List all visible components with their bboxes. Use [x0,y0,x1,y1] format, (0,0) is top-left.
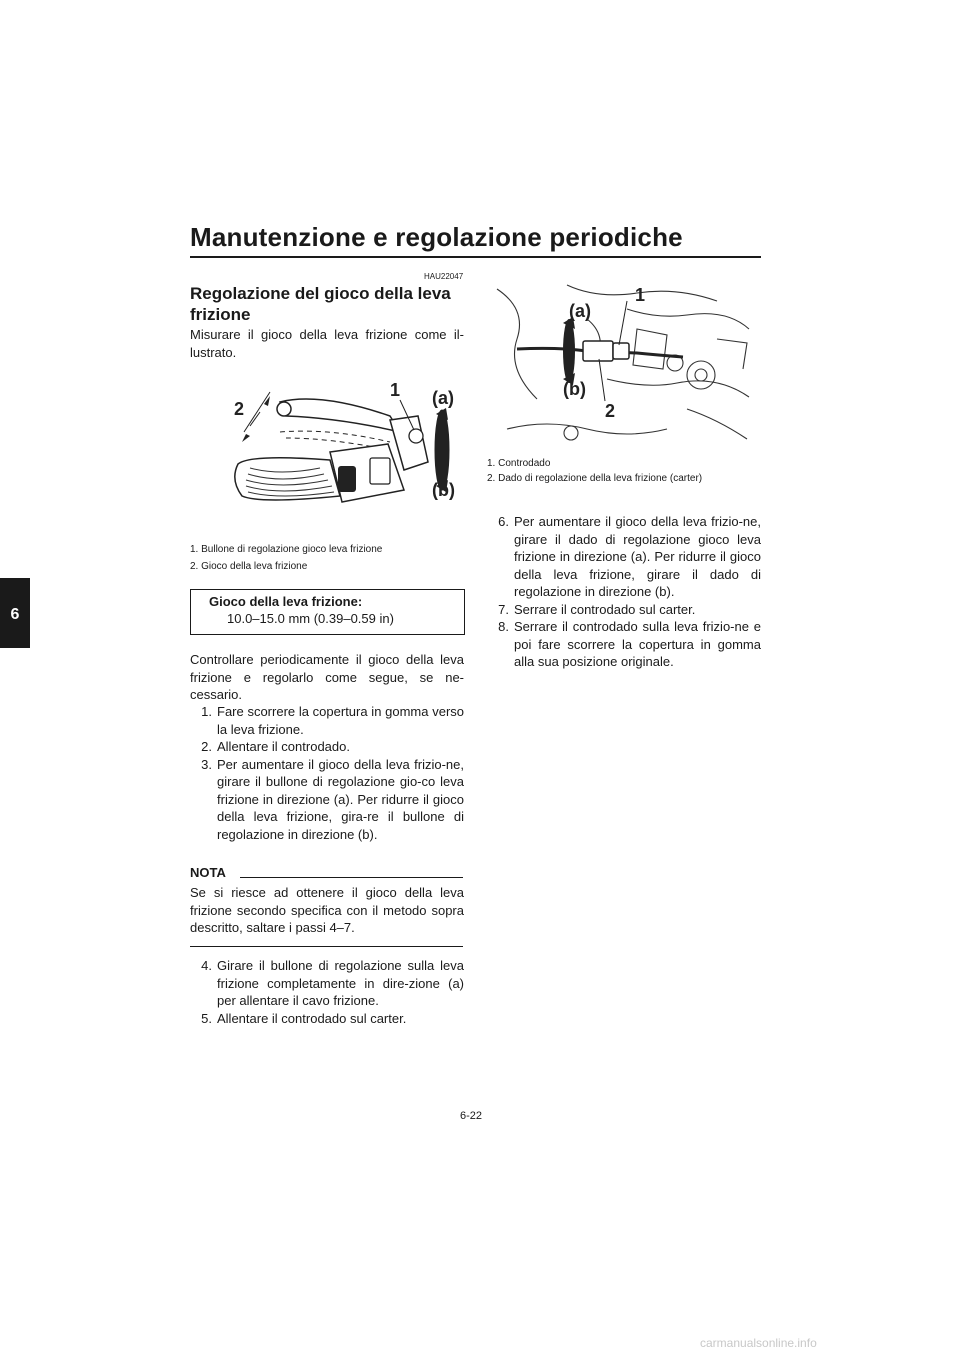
fig2-callout-1: 1 [635,285,646,305]
body-paragraph: Controllare periodicamente il gioco della leva frizione e regolarlo come segue, se ne-cessario. [190,652,464,702]
fig2-caption-1: 1. Controdado [487,458,551,469]
spec-label: Gioco della leva frizione: [209,594,363,609]
list-item: 3. Per aumentare il gioco della leva frizio-ne, girare il bullone di regolazione gio-co leva frizione in direzione (a). Per ridurre il gioco della leva frizione, gira-re il bullone di regolazione in direzione (b). [201,756,464,842]
fig2-callout-a: (a) [569,301,591,321]
spec-value: 10.0–15.0 mm (0.39–0.59 in) [227,611,394,626]
fig2-callout-b: (b) [563,379,586,399]
clutch-lever-illustration [190,372,464,534]
fig1-callout-b: (b) [432,480,455,500]
fig1-caption-1: 1. Bullone di regolazione gioco leva frizione [190,544,383,555]
spec-box [190,589,465,635]
list-item: 4. Girare il bullone di regolazione sulla leva frizione completamente in dire-zione (a) per allentare il cavo frizione. [201,958,464,1008]
watermark: carmanualsonline.info [700,1336,817,1350]
crankcase-adjuster-illustration [487,279,761,451]
fig2-callout-2: 2 [605,401,616,421]
fig1-callout-a: (a) [432,388,454,408]
nota-end-rule [190,946,463,947]
list-item: 2. Allentare il controdado. [201,739,350,754]
title-rule [190,256,761,258]
nota-text: Se si riesce ad ottenere il gioco della leva frizione secondo specifica con il metodo sopra descritto, saltare i passi 4–7. [190,885,464,935]
steps-list-right [487,513,761,671]
steps-list-left [190,703,464,843]
list-item: 7. Serrare il controdado sul carter. [498,601,696,617]
steps-list-left-2 [190,957,464,1027]
section-code: HAU22047 [424,272,464,281]
list-item: 6. Per aumentare il gioco della leva frizio-ne, girare il dado di regolazione gioco leva frizione in direzione (a). Per ridurre il gioco della leva frizione, girare il dado di regolazione in direzione (b). [498,514,761,599]
fig1-callout-2: 2 [234,399,245,419]
list-item: 5. Allentare il controdado sul carter. [201,1010,407,1026]
fig2-caption-2: 2. Dado di regolazione della leva frizione (carter) [487,473,703,484]
fig1-caption-2: 2. Gioco della leva frizione [190,561,308,572]
list-item: 8. Serrare il controdado sulla leva frizio-ne e poi fare scorrere la copertura in gomma alla sua posizione originale. [498,619,761,669]
nota-rule [240,877,463,878]
section-intro: Misurare il gioco della leva frizione come il-lustrato. [190,327,464,360]
page-number: 6-22 [460,1110,483,1122]
fig1-callout-1: 1 [390,380,401,400]
section-title: Regolazione del gioco della leva frizione [190,284,451,324]
nota-label: NOTA [190,865,226,880]
page-title: Manutenzione e regolazione periodiche [190,222,683,252]
chapter-tab-label: 6 [10,606,20,623]
list-item: 1. Fare scorrere la copertura in gomma verso la leva frizione. [201,704,464,737]
